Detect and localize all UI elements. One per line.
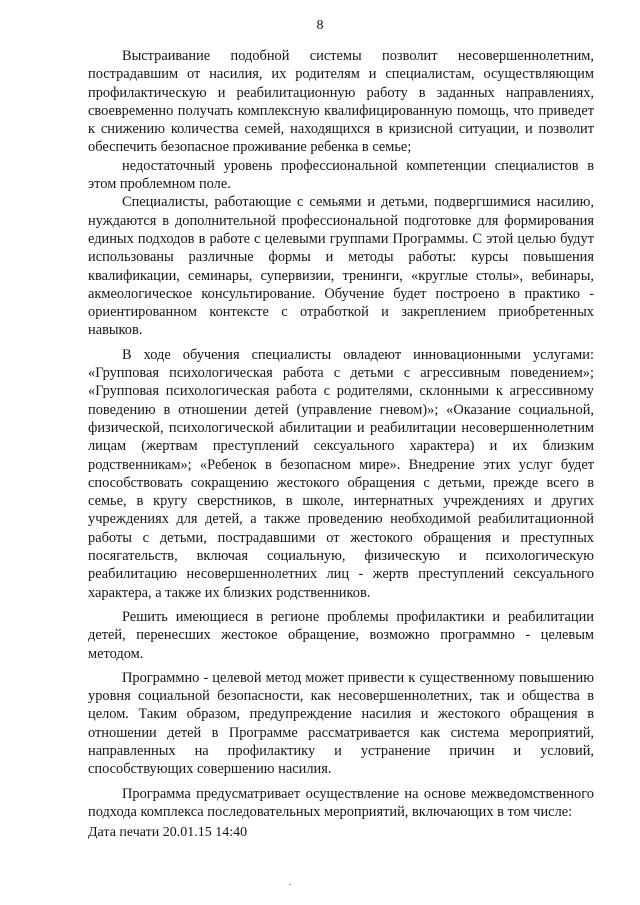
paragraph-program-target-method: Решить имеющиеся в регионе проблемы профилактики и реабилитации детей, перенесших жестокое обращение, возможно программно - целевым методом. bbox=[88, 608, 594, 662]
print-date-footer: Дата печати 20.01.15 14:40 bbox=[88, 825, 248, 840]
paragraph-program-measures: Программа предусматривает осуществление на основе межведомственного подхода комплекса последовательных мероприятий, включающих в том числе: bbox=[88, 785, 594, 820]
paragraph-system-outcome: Выстраивание подобной системы позволит несовершеннолетним, пострадавшим от насилия, их родителям и специалистам, осуществляющим профилактическую и реабилитационную работу в заданных направлениях, своевременно получать комплексную квалифицированную помощь, что приведет к снижению количества семей, находящихся в кризисной ситуации, и позволит обеспечить безопасное проживание ребенка в семье; bbox=[88, 48, 594, 156]
paragraph-method-benefits: Программно - целевой метод может привести к существенному повышению уровня социальной безопасности, как несовершеннолетних, так и общества в целом. Таким образом, предупреждение насилия и жестокого обращения в отношении детей в Программе рассматривается как система мероприятий, направленных на профилактику и устранение причин и условий, способствующих совершению насилия. bbox=[88, 669, 594, 778]
paragraph-specialist-training: Специалисты, работающие с семьями и детьми, подвергшимися насилию, нуждаются в дополнительной профессиональной подготовке для формирования единых подходов в работе с целевыми группами Программы. С этой целью будут использованы различные формы и методы работы: курсы повышения квалификации, семинары, супервизии, тренинги, «круглые столы», вебинары, акмеологическое консультирование. Обучение будет построено в практико - ориентированном контексте с отработкой и закреплением приобретенных навыков. bbox=[88, 194, 594, 339]
document-body bbox=[88, 47, 594, 821]
paragraph-competence-gap: недостаточный уровень профессиональной компетенции специалистов в этом проблемном поле. bbox=[88, 157, 594, 193]
scan-speck bbox=[289, 884, 291, 885]
paragraph-innovative-services: В ходе обучения специалисты овладеют инновационными услугами: «Групповая психологическая работа с детьми с агрессивным поведением»; «Групповая психологическая работа с родителями, склонными к агрессивному поведению в отношении детей (управление гневом)»; «Оказание социальной, физической, психологической абилитации и реабилитации несовершеннолетним лицам (жертвам преступлений сексуального характера) и их близким родственникам»; «Ребенок в безопасном мире». Внедрение этих услуг будет способствовать сокращению жестокого обращения с детьми, прежде всего в семье, в кругу сверстников, в школе, интернатных учреждениях и других учреждениях для детей, а также проведению необходимой реабилитационной работы с детьми, пострадавшими от жестокого обращения и преступных посягательств, включая социальную, физическую и психологическую реабилитацию несовершеннолетних лиц - жертв преступлений сексуального характера, а также их близких родственников. bbox=[88, 346, 594, 601]
page-number: 8 bbox=[316, 18, 324, 33]
